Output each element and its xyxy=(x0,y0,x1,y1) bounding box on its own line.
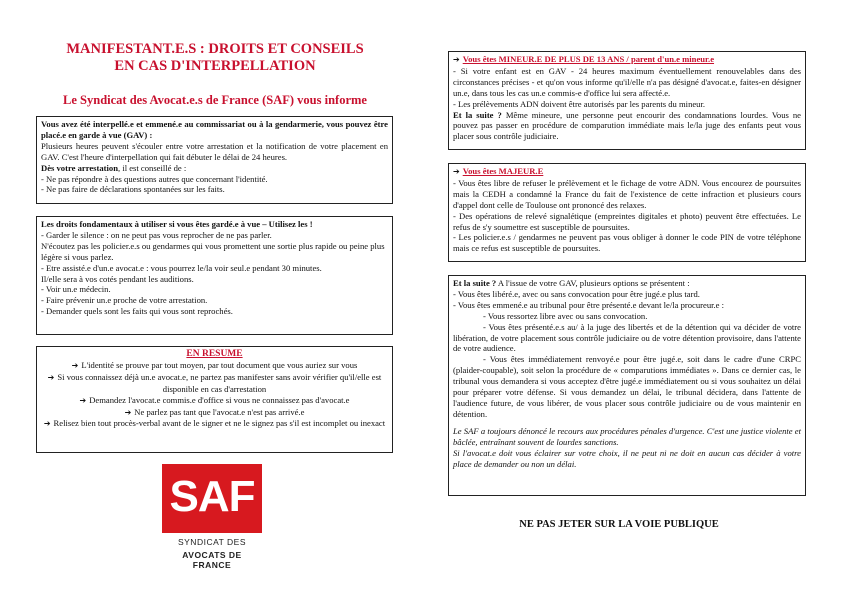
logo-saf-text: SAF xyxy=(169,472,255,521)
list-item: - Demander quels sont les faits qui vous sont reprochés. xyxy=(41,306,233,317)
conseil-label: Dès votre arrestation xyxy=(41,162,119,173)
mineur-suite xyxy=(453,110,801,143)
list-item: ➔ Demandez l'avocat.e commis.e d'office si vous ne connaissez pas d'avocat.e xyxy=(79,394,350,405)
suite-text: Même mineure, une personne peut encourir des condamnations lourdes. Vous ne pouvez pas passer en procédure de comparution immédiate mais le/la juge des enfants peut vous placer sous contrôle judiciaire. xyxy=(453,109,801,142)
list-item: Il/elle sera à vos cotés pendant les auditions. xyxy=(41,273,194,284)
list-item: - Garder le silence : on ne peut pas vous reprocher de ne pas parler. xyxy=(41,229,272,240)
suite-box xyxy=(448,275,806,496)
mineur-heading: Vous êtes MINEUR.E DE PLUS DE 13 ANS / parent d'un.e mineur.e xyxy=(462,54,715,64)
arrow-right-icon: ➔ xyxy=(124,407,132,417)
garde-a-vue-box xyxy=(36,116,393,204)
arrow-right-icon: ➔ xyxy=(47,372,55,382)
arrow-right-icon: ➔ xyxy=(71,360,79,370)
majeur-box xyxy=(448,163,806,262)
arrow-right-icon: ➔ xyxy=(79,395,87,405)
resume-heading: EN RESUME xyxy=(186,349,243,359)
droits-box xyxy=(36,216,393,335)
list-item: ➔ Si vous connaissez déjà un.e avocat.e, ne partez pas manifester sans avoir vérifier qu'il/elle est disponible en cas d'arrestation xyxy=(47,371,382,394)
majeur-heading: Vous êtes MAJEUR.E xyxy=(462,166,544,176)
mineur-para-1: - Si votre enfant est en GAV - 24 heures maximum éventuellement renouvelables dans des circonstances précises - et qu'on vous informe qu'il/elle n'a pas désigné d'avocat.e, faites-en désigner un.e, dans tous les cas un.e commis-e d'office lui sera affecté.e. xyxy=(453,65,801,98)
mineur-para-2: - Les prélèvements ADN doivent être autorisés par les parents du mineur. xyxy=(453,98,706,109)
mineur-box xyxy=(448,51,806,150)
page-subtitle: Le Syndicat des Avocat.e.s de France (SAF) vous informe xyxy=(63,93,367,107)
footer-notice: NE PAS JETER SUR LA VOIE PUBLIQUE xyxy=(519,519,719,530)
title-line-1: MANIFESTANT.E.S : DROITS ET CONSEILS xyxy=(66,41,364,57)
conseil-rest: , il est conseillé de : xyxy=(118,162,187,173)
suite-label: Et la suite ? xyxy=(453,278,497,288)
list-item: N'écoutez pas les policier.e.s ou gendarmes qui vous promettent une sortie plus rapide ou peine plus légère si vous parlez. xyxy=(41,240,385,262)
list-item: ➔ Relisez bien tout procès-verbal avant de le signer et ne le signez pas s'il est incomplet ou inexact xyxy=(43,418,386,429)
garde-a-vue-para: Plusieurs heures peuvent s'écouler entre votre arrestation et la notification de votre placement en GAV. C'est l'heure d'interpellation qui fait débuter le délai de 24 heures. xyxy=(41,140,388,162)
mineur-heading-row xyxy=(453,54,801,66)
majeur-para-2: - Des opérations de relevé signalétique (empreintes digitales et photo) peuvent être effectuées. Le refus de s'y soumettre est susceptible de poursuites. xyxy=(453,210,801,232)
saf-position: Le SAF a toujours dénoncé le recours aux procédures pénales d'urgence. C'est une justice violente et bâclée, entraînant souvent de lourdes sanctions. xyxy=(453,425,801,447)
list-item: - Vous êtes libéré.e, avec ou sans convocation pour être jugé.e plus tard. xyxy=(453,288,700,299)
arrow-right-icon: ➔ xyxy=(453,55,460,64)
list-item: - Ne pas faire de déclarations spontanées sur les faits. xyxy=(41,184,225,195)
suite-label: Et la suite ? xyxy=(453,109,502,120)
logo-band xyxy=(162,533,262,570)
arrow-right-icon: ➔ xyxy=(43,419,51,429)
list-item: - Vous êtes immédiatement renvoyé.e pour être jugé.e, soit dans le cadre d'une CRPC (plaider-coupable), soit selon la procédure de « comparutions immédiates ». Dans ce dernier cas, le tribunal vous demandera si vous acceptez d'être jugé.e immédiatement ou si vous souhaitez un délai pour préparer votre défense. Si vous demandez un délai, le tribunal décidera, dans l'attente de l'audience future, de vous libérer, de vous placer sous contrôle judiciaire ou de vous maintenir en détention. xyxy=(453,354,801,419)
list-item: - Faire prévenir un.e proche de votre arrestation. xyxy=(41,295,208,306)
page-title xyxy=(20,41,410,75)
title-line-2: EN CAS D'INTERPELLATION xyxy=(114,58,316,74)
droits-heading: Les droits fondamentaux à utiliser si vous êtes gardé.e à vue – Utilisez les ! xyxy=(41,219,313,229)
garde-a-vue-heading: Vous avez été interpellé.e et emmené.e au commissariat ou à la gendarmerie, vous pouvez être placé.e en garde à vue (GAV) : xyxy=(41,119,388,140)
saf-advice: Si l'avocat.e doit vous éclairer sur votre choix, il ne peut ni ne doit en aucun cas décider à votre place de demander ou non un délai. xyxy=(453,447,801,469)
resume-box xyxy=(36,346,393,453)
list-item: - Etre assisté.e d'un.e avocat.e : vous pourrez le/la voir seul.e pendant 30 minutes. xyxy=(41,262,322,273)
list-item: - Ne pas répondre à des questions autres que concernant l'identité. xyxy=(41,173,268,184)
list-item: - Voir un.e médecin. xyxy=(41,284,111,295)
logo-line-1: SYNDICAT DES xyxy=(177,537,247,547)
list-item: - Vous ressortez libre avec ou sans convocation. xyxy=(483,310,648,321)
arrow-right-icon: ➔ xyxy=(453,167,460,176)
list-item: - Vous êtes emmené.e au tribunal pour être présenté.e devant le/la procureur.e : xyxy=(453,299,724,310)
majeur-para-3: - Les policier.e.s / gendarmes ne peuvent pas vous obliger à donner le code PIN de votre téléphone mais ce refus est susceptible de poursuites. xyxy=(453,232,801,254)
garde-a-vue-conseil xyxy=(41,163,388,174)
list-item: ➔ L'identité se prouve par tout moyen, par tout document que vous auriez sur vous xyxy=(71,359,358,370)
majeur-heading-row xyxy=(453,166,801,178)
saf-logo xyxy=(162,464,262,570)
majeur-para-1: - Vous êtes libre de refuser le prélèvement et le fichage de votre ADN. Vous encourez de poursuites mais la CEDH a condamné la France du fait de l'existence de cette infraction et plusieurs cours d'appel dont celle de Toulouse ont prononcé des relaxes. xyxy=(453,177,801,210)
list-item: - Vous êtes présenté.e.s au/ à la juge des libertés et de la détention qui va décider de votre libération, de votre placement sous contrôle judiciaire ou de votre détention provisoire, dans l'attente de votre audience. xyxy=(453,321,801,354)
list-item: ➔ Ne parlez pas tant que l'avocat.e n'est pas arrivé.e xyxy=(124,406,305,417)
logo-line-2: AVOCATS DE FRANCE xyxy=(182,550,242,570)
suite-intro: Et la suite ? A l'issue de votre GAV, plusieurs options se présentent : xyxy=(453,278,690,288)
